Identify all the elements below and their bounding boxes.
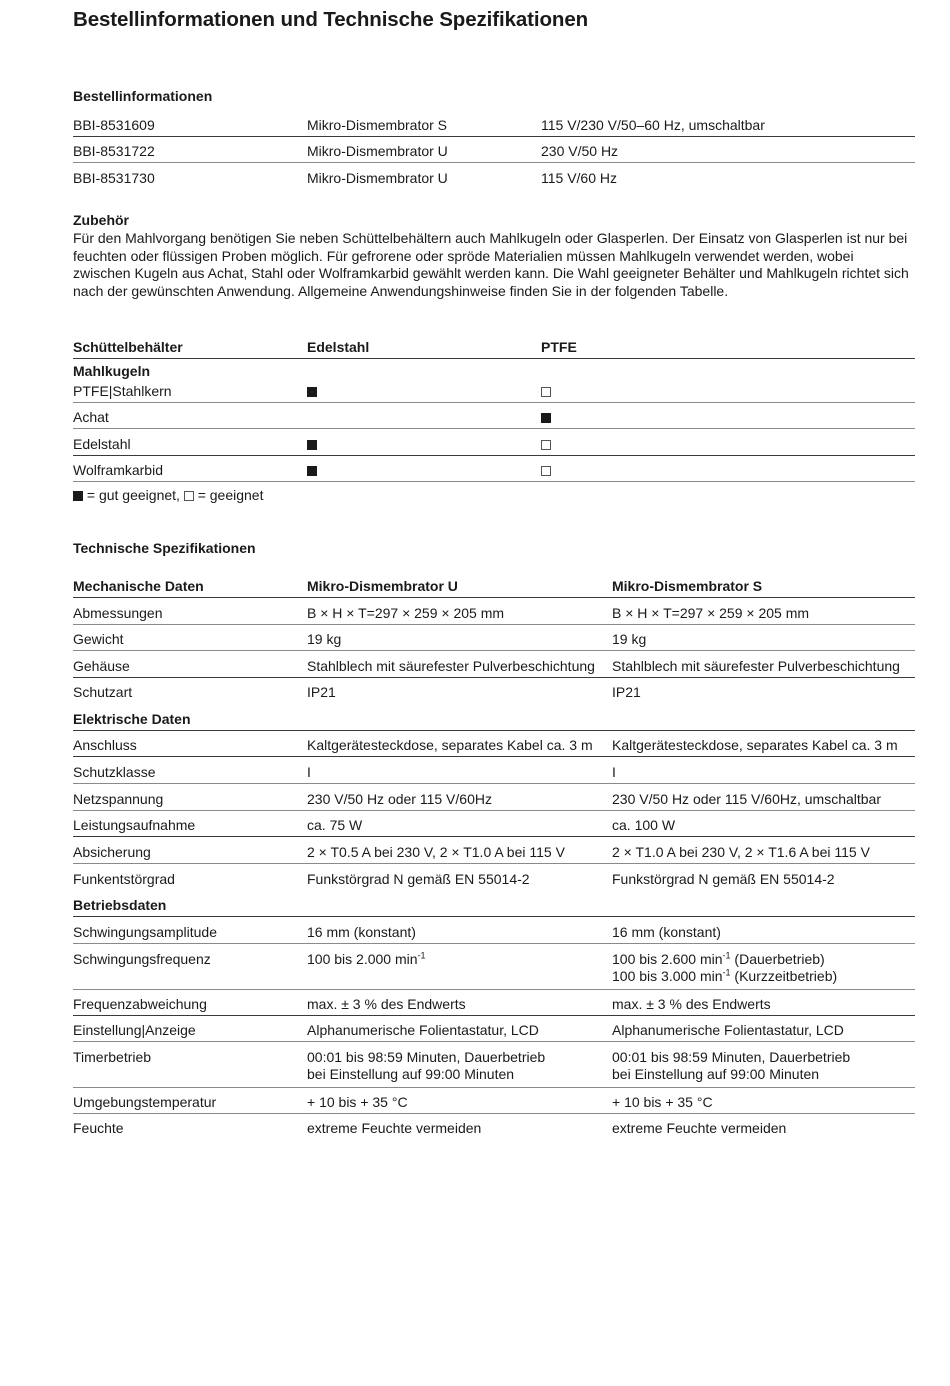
- spec-row: [73, 1114, 915, 1140]
- empty-square-icon: [184, 491, 194, 501]
- filled-square-icon: [307, 387, 317, 397]
- op-heading: Betriebsdaten: [73, 897, 167, 913]
- empty-square-icon: [541, 387, 551, 397]
- spec-label: Anschluss: [73, 737, 137, 753]
- legend-empty-text: = geeignet: [197, 487, 264, 503]
- freq-s2-sup: -1: [722, 967, 731, 978]
- specs-header-mech: Mechanische Daten: [73, 578, 204, 594]
- filled-square-icon: [307, 440, 317, 450]
- compat-header-ptfe: PTFE: [541, 339, 577, 355]
- spec-row: [73, 599, 915, 625]
- freq-u-text: 100 bis 2.000 min: [307, 951, 418, 967]
- spec-row: [73, 652, 915, 678]
- spec-value-s: Alphanumerische Folientastatur, LCD: [612, 1022, 844, 1038]
- spec-value-s: ca. 100 W: [612, 817, 676, 833]
- spec-value-s: 19 kg: [612, 631, 647, 647]
- compat-header-row: [73, 333, 915, 359]
- order-product: Mikro-Dismembrator U: [307, 170, 448, 186]
- spec-value-u: 2 × T0.5 A bei 230 V, 2 × T1.0 A bei 115 V: [307, 844, 565, 860]
- order-number: BBI-8531730: [73, 170, 155, 186]
- spec-value-u: 230 V/50 Hz oder 115 V/60Hz: [307, 791, 492, 807]
- filled-square-icon: [541, 413, 551, 423]
- compat-label: PTFE|Stahlkern: [73, 383, 172, 399]
- spec-row: [73, 811, 915, 837]
- spec-value-s: B × H × T=297 × 259 × 205 mm: [612, 605, 810, 621]
- compat-ptfe-cell: [541, 377, 915, 400]
- spec-label: Timerbetrieb: [73, 1049, 152, 1065]
- spec-value-u: extreme Feuchte vermeiden: [307, 1120, 482, 1136]
- spec-value-u: 19 kg: [307, 631, 342, 647]
- spec-value-u: I: [307, 764, 311, 780]
- compat-label: Wolframkarbid: [73, 462, 163, 478]
- compat-ptfe-cell: [541, 430, 915, 453]
- spec-value-s: I: [612, 764, 616, 780]
- spec-value-u: B × H × T=297 × 259 × 205 mm: [307, 605, 505, 621]
- spec-label: Schutzklasse: [73, 764, 156, 780]
- spec-value-s: 230 V/50 Hz oder 115 V/60Hz, umschaltbar: [612, 791, 882, 807]
- spec-label: Frequenzabweichung: [73, 996, 207, 1012]
- spec-value-s: extreme Feuchte vermeiden: [612, 1120, 787, 1136]
- empty-square-icon: [541, 440, 551, 450]
- spec-label: Schwingungsfrequenz: [73, 951, 211, 967]
- spec-value-s: + 10 bis + 35 °C: [612, 1094, 713, 1110]
- spec-value-s: Stahlblech mit säurefester Pulverbeschichtung: [612, 658, 900, 674]
- order-number: BBI-8531722: [73, 143, 155, 159]
- filled-square-icon: [73, 491, 83, 501]
- timer-s-line1: 00:01 bis 98:59 Minuten, Dauerbetrieb: [612, 1049, 851, 1065]
- specs-header-row: [73, 572, 915, 598]
- compat-edelstahl-cell: [307, 456, 541, 479]
- spec-value-u: Kaltgerätesteckdose, separates Kabel ca. 3 m: [307, 737, 593, 753]
- freq-s2-suffix: (Kurzzeitbetrieb): [730, 968, 838, 984]
- spec-label: Funkentstörgrad: [73, 871, 175, 887]
- freq-s1-sup: -1: [722, 950, 731, 961]
- spec-label: Absicherung: [73, 844, 151, 860]
- freq-u-sup: -1: [417, 950, 426, 961]
- spec-label: Schwingungsamplitude: [73, 924, 217, 940]
- filled-square-icon: [307, 466, 317, 476]
- order-product: Mikro-Dismembrator S: [307, 117, 448, 133]
- compat-label: Achat: [73, 409, 109, 425]
- spec-row: [73, 1043, 915, 1088]
- compat-edelstahl-cell: [307, 403, 541, 409]
- spec-row: [73, 678, 915, 704]
- spec-value-u: [307, 1043, 612, 1083]
- spec-value-u: ca. 75 W: [307, 817, 363, 833]
- spec-value-s: 2 × T1.0 A bei 230 V, 2 × T1.6 A bei 115 V: [612, 844, 870, 860]
- spec-label: Gewicht: [73, 631, 124, 647]
- spec-value-s: 16 mm (konstant): [612, 924, 721, 940]
- spec-row: [73, 1016, 915, 1042]
- spec-label: Feuchte: [73, 1120, 124, 1136]
- spec-value-s: max. ± 3 % des Endwerts: [612, 996, 771, 1012]
- spec-row: [73, 1088, 915, 1114]
- spec-label: Schutzart: [73, 684, 133, 700]
- spec-value-u: [307, 945, 612, 968]
- order-row: [73, 137, 915, 163]
- order-number: BBI-8531609: [73, 117, 155, 133]
- spec-subheading-row: [73, 705, 915, 731]
- freq-s-line2: [612, 968, 915, 985]
- compat-row: [73, 430, 915, 456]
- spec-value-u: IP21: [307, 684, 336, 700]
- compat-row: [73, 456, 915, 482]
- order-row: [73, 111, 915, 137]
- spec-value-s: IP21: [612, 684, 641, 700]
- order-heading: Bestellinformationen: [73, 88, 213, 104]
- spec-subheading-row: [73, 891, 915, 917]
- compat-subheading: Mahlkugeln: [73, 363, 151, 379]
- specs-header-s: Mikro-Dismembrator S: [612, 578, 763, 594]
- page-title: Bestellinformationen und Technische Spezifikationen: [73, 8, 589, 31]
- spec-row: [73, 625, 915, 651]
- spec-value-s: [612, 1043, 915, 1083]
- spec-value-s: Funkstörgrad N gemäß EN 55014-2: [612, 871, 835, 887]
- compat-header-edelstahl: Edelstahl: [307, 339, 370, 355]
- spec-value-s: [612, 945, 915, 985]
- spec-value-u: Alphanumerische Folientastatur, LCD: [307, 1022, 539, 1038]
- freq-s2-text: 100 bis 3.000 min: [612, 968, 723, 984]
- order-voltage: 115 V/230 V/50–60 Hz, umschaltbar: [541, 117, 765, 133]
- compat-edelstahl-cell: [307, 377, 541, 400]
- spec-label: Umgebungstemperatur: [73, 1094, 217, 1110]
- timer-u-line2: bei Einstellung auf 99:00 Minuten: [307, 1066, 515, 1082]
- compat-label: Edelstahl: [73, 436, 131, 452]
- spec-row: [73, 990, 915, 1016]
- accessories-heading: Zubehör: [73, 212, 129, 228]
- freq-s-line1: [612, 951, 915, 968]
- compat-edelstahl-cell: [307, 430, 541, 453]
- order-voltage: 230 V/50 Hz: [541, 143, 619, 159]
- accessories-text: Für den Mahlvorgang benötigen Sie neben Schüttelbehältern auch Mahlkugeln oder Glasperlen. Der Einsatz von Glasperlen ist nur bei feuchten oder flüssigen Proben möglich. Für gefrorene oder spröde Materialien müssen Mahlkugeln verwendet werden, wobei zwischen Kugeln aus Achat, Stahl oder Wolframkarbid gewählt werden kann. Die Wahl geeigneter Behälter und Mahlkugeln richtet sich nach der gewünschten Anwendung. Allgemeine Anwendungshinweise finden Sie in der folgenden Tabelle.: [73, 230, 909, 299]
- order-product: Mikro-Dismembrator U: [307, 143, 448, 159]
- spec-label: Leistungsaufnahme: [73, 817, 196, 833]
- compat-header-container: Schüttelbehälter: [73, 339, 183, 355]
- compat-ptfe-cell: [541, 456, 915, 479]
- freq-s1-suffix: (Dauerbetrieb): [730, 951, 825, 967]
- spec-value-u: + 10 bis + 35 °C: [307, 1094, 408, 1110]
- spec-row: [73, 918, 915, 944]
- spec-row: [73, 758, 915, 784]
- spec-row: [73, 945, 915, 990]
- spec-value-u: Stahlblech mit säurefester Pulverbeschichtung: [307, 658, 595, 674]
- compat-legend: [73, 487, 264, 503]
- spec-label: Einstellung|Anzeige: [73, 1022, 196, 1038]
- empty-square-icon: [541, 466, 551, 476]
- spec-value-s: Kaltgerätesteckdose, separates Kabel ca. 3 m: [612, 737, 898, 753]
- order-row: [73, 164, 915, 190]
- compat-ptfe-cell: [541, 403, 915, 426]
- spec-row: [73, 731, 915, 757]
- spec-label: Gehäuse: [73, 658, 130, 674]
- timer-s-line2: bei Einstellung auf 99:00 Minuten: [612, 1066, 820, 1082]
- spec-row: [73, 785, 915, 811]
- spec-label: Abmessungen: [73, 605, 163, 621]
- order-voltage: 115 V/60 Hz: [541, 170, 618, 186]
- specs-heading: Technische Spezifikationen: [73, 540, 256, 556]
- spec-label: Netzspannung: [73, 791, 164, 807]
- spec-row: [73, 838, 915, 864]
- compat-row: [73, 403, 915, 429]
- freq-s1-text: 100 bis 2.600 min: [612, 951, 723, 967]
- specs-header-u: Mikro-Dismembrator U: [307, 578, 458, 594]
- spec-value-u: 16 mm (konstant): [307, 924, 416, 940]
- elec-heading: Elektrische Daten: [73, 711, 191, 727]
- legend-full-text: = gut geeignet,: [86, 487, 180, 503]
- spec-row: [73, 865, 915, 891]
- spec-value-u: max. ± 3 % des Endwerts: [307, 996, 466, 1012]
- timer-u-line1: 00:01 bis 98:59 Minuten, Dauerbetrieb: [307, 1049, 546, 1065]
- compat-row: [73, 377, 915, 403]
- spec-value-u: Funkstörgrad N gemäß EN 55014-2: [307, 871, 530, 887]
